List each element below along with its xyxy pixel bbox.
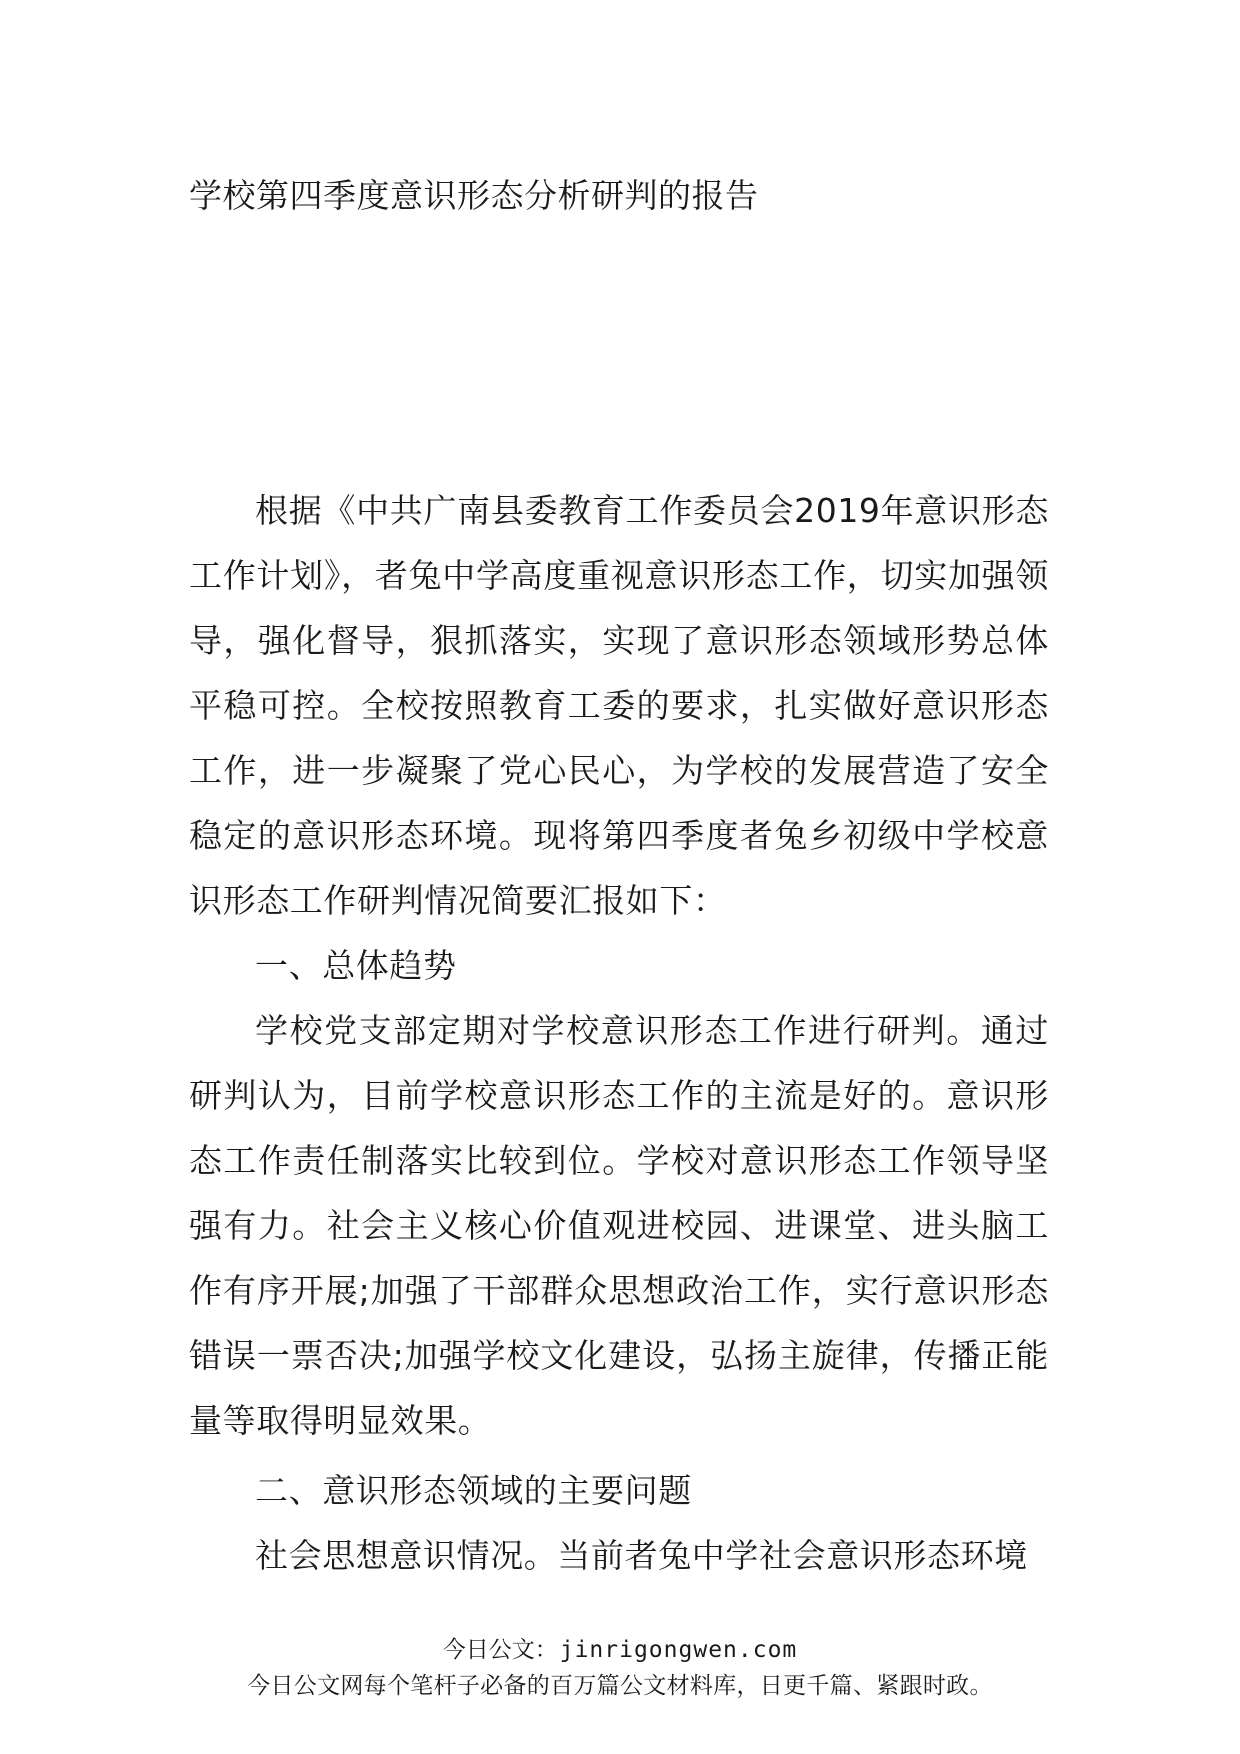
footer-site-label: 今日公文：	[442, 1637, 558, 1663]
document-body	[189, 478, 1049, 1588]
section-paragraph-overall-trend: 学校党支部定期对学校意识形态工作进行研判。通过研判认为，目前学校意识形态工作的主流是好的。意识形态工作责任制落实比较到位。学校对意识形态工作领导坚强有力。社会主义核心价值观进校园、进课堂、进头脑工作有序开展;加强了干部群众思想政治工作，实行意识形态错误一票否决;加强学校文化建设，弘扬主旋律，传播正能量等取得明显效果。	[189, 1011, 1049, 1440]
intro-paragraph: 根据《中共广南县委教育工作委员会2019年意识形态工作计划》，者兔中学高度重视意识形态工作，切实加强领导，强化督导，狠抓落实，实现了意识形态领域形势总体平稳可控。全校按照教育工委的要求，扎实做好意识形态工作，进一步凝聚了党心民心，为学校的发展营造了安全稳定的意识形态环境。现将第四季度者兔乡初级中学校意识形态工作研判情况简要汇报如下：	[189, 491, 1049, 920]
footer-site-line	[0, 1633, 1240, 1667]
section-heading-main-problems: 二、意识形态领域的主要问题	[255, 1471, 692, 1510]
section-paragraph-main-problems: 社会思想意识情况。当前者兔中学社会意识形态环境	[255, 1536, 1028, 1575]
page-footer	[0, 1633, 1240, 1705]
footer-site-url[interactable]: jinrigongwen.com	[559, 1637, 798, 1663]
document-title: 学校第四季度意识形态分析研判的报告	[189, 176, 759, 215]
footer-slogan: 今日公文网每个笔杆子必备的百万篇公文材料库，日更千篇、紧跟时政。	[247, 1673, 993, 1699]
section-heading-overall-trend: 一、总体趋势	[255, 946, 457, 985]
